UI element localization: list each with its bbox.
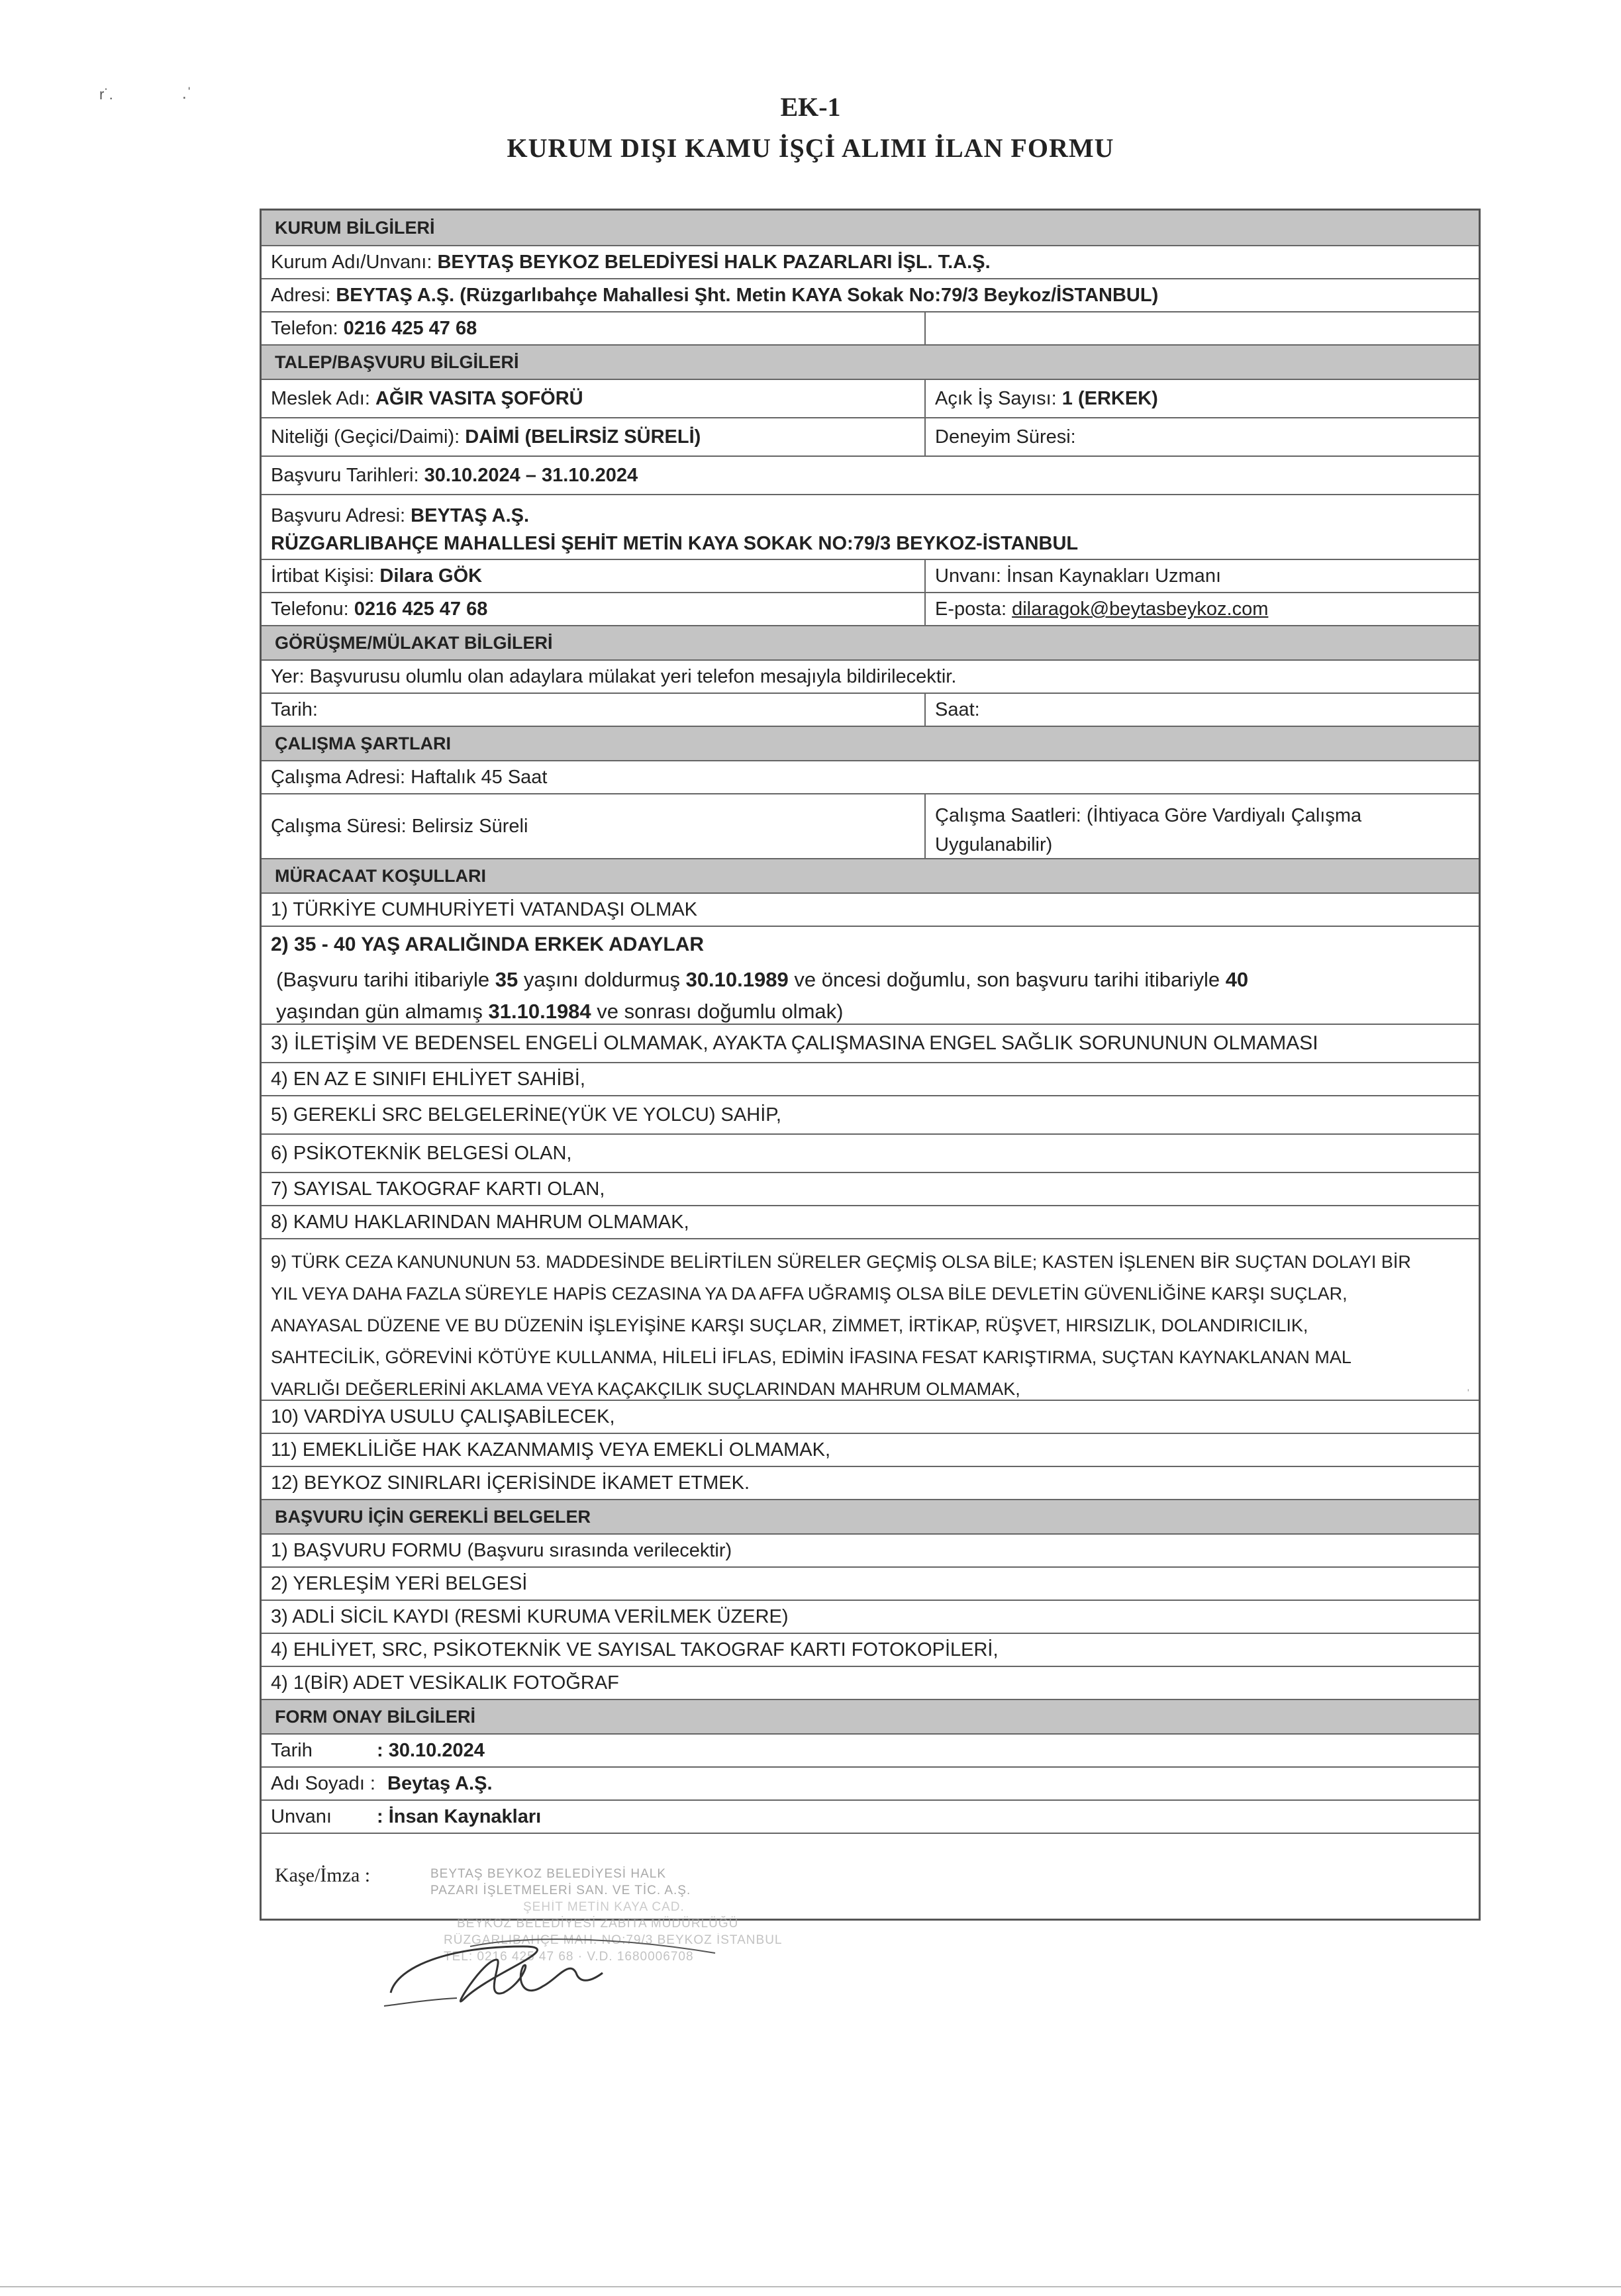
condition-item: 10) VARDİYA USULU ÇALIŞABİLECEK, (262, 1400, 1479, 1433)
condition-item: 3) İLETİŞİM VE BEDENSEL ENGELİ OLMAMAK, AYAKTA ÇALIŞMASINA ENGEL SAĞLIK SORUNUNUN OLMAMASI (262, 1024, 1479, 1062)
row-basvuru-tarih (262, 455, 1479, 494)
row-basvuru-adres (262, 494, 1479, 559)
document-item: 3) ADLİ SİCİL KAYDI (RESMİ KURUMA VERİLMEK ÜZERE) (262, 1600, 1479, 1633)
condition-item: 5) GEREKLİ SRC BELGELERİNE(YÜK VE YOLCU) SAHİP, (262, 1095, 1479, 1133)
value: 0216 425 47 68 (343, 318, 477, 339)
label: E-posta: (935, 598, 1007, 620)
condition-item-criminal: 9) TÜRK CEZA KANUNUNUN 53. MADDESİNDE BELİRTİLEN SÜRELER GEÇMİŞ OLSA BİLE; KASTEN İŞLENEN BİR SUÇTAN DOLAYI BİR YIL VEYA DAHA FAZLA SÜREYLE HAPİS CEZASINA YA DA AFFA UĞRAMIŞ OLSA BİLE DEVLETİN GÜVENLİĞİNE KARŞI SUÇLAR, ANAYASAL DÜZENE VE BU DÜZENİN İŞLEYİŞİNE KARŞI SUÇLAR, ZİMMET, İRTİKAP, RÜŞVET, HIRSIZLIK, DOLANDIRICILIK, SAHTECİLİK, GÖREVİNİ KÖTÜYE KULLANMA, HİLELİ İFLAS, EDİMİN İFASINA FESAT KARIŞTIRMA, SUÇTAN KAYNAKLANAN MAL VARLIĞI DEĞERLERİNİ AKLAMA VEYA KAÇAKÇILIK SUÇLARINDAN MAHRUM OLMAMAK, (262, 1238, 1479, 1400)
row-meslek (262, 379, 1479, 417)
document-item: 2) YERLEŞİM YERİ BELGESİ (262, 1566, 1479, 1600)
section-header-belgeler: BAŞVURU İÇİN GEREKLİ BELGELER (262, 1499, 1479, 1533)
document-item: 4) EHLİYET, SRC, PSİKOTEKNİK VE SAYISAL TAKOGRAF KARTI FOTOKOPİLERİ, (262, 1633, 1479, 1666)
section-header-talep: TALEP/BAŞVURU BİLGİLERİ (262, 344, 1479, 379)
value: 30.10.2024 – 31.10.2024 (424, 465, 638, 486)
scan-mark: .ˈ (182, 85, 192, 103)
value: : İnsan Kaynakları (377, 1806, 542, 1827)
label: Başvuru Tarihleri: (271, 465, 419, 486)
row-onay-tarih (262, 1733, 1479, 1766)
label: Açık İş Sayısı: (935, 388, 1057, 409)
document-item: 1) BAŞVURU FORMU (Başvuru sırasında verilecektir) (262, 1533, 1479, 1566)
section-header-kurum: KURUM BİLGİLERİ (262, 211, 1479, 245)
page-edge (0, 2286, 1621, 2287)
row-telefon (262, 592, 1479, 625)
condition-item: 4) EN AZ E SINIFI EHLİYET SAHİBİ, (262, 1062, 1479, 1095)
value: AĞIR VASITA ŞOFÖRÜ (375, 388, 583, 409)
row-calisma-sure: Çalışma Süresi: Belirsiz Süreli Çalışma Saatleri: (İhtiyaca Göre Vardiyalı Çalışma Uygulanabilir) (262, 793, 1479, 858)
row-kurum-phone (262, 311, 1479, 344)
company-stamp: BEYTAŞ BEYKOZ BELEDİYESİ HALK PAZARI İŞLETMELERİ SAN. VE TİC. A.Ş. ŞEHİT METİN KAYA CAD. BEYKOZ BELEDİYESİ ZABITA MÜDÜRLÜĞÜ RÜZGARLIBAHÇE MAH. NO:79/3 BEYKOZ İSTANBUL TEL: 0216 425 47 68 · V.D. 1680006708 (430, 1867, 783, 1964)
value: DAİMİ (BELİRSİZ SÜRELİ) (465, 426, 701, 448)
section-header-gorusme: GÖRÜŞME/MÜLAKAT BİLGİLERİ (262, 625, 1479, 659)
row-yer: Yer: Başvurusu olumlu olan adaylara mülakat yeri telefon mesajıyla bildirilecektir. (262, 659, 1479, 693)
condition-item: 12) BEYKOZ SINIRLARI İÇERİSİNDE İKAMET ETMEK. (262, 1466, 1479, 1499)
document-item: 4) 1(BİR) ADET VESİKALIK FOTOĞRAF (262, 1666, 1479, 1699)
row-tarih-saat: Tarih: Saat: (262, 693, 1479, 726)
empty-cell (926, 312, 1479, 344)
email-link[interactable]: dilaragok@beytasbeykoz.com (1012, 598, 1269, 620)
value: 0216 425 47 68 (354, 598, 488, 620)
document-title: KURUM DIŞI KAMU İŞÇİ ALIMI İLAN FORMU (507, 133, 1114, 163)
section-header-calisma: ÇALIŞMA ŞARTLARI (262, 726, 1479, 760)
label: Unvanı (271, 1806, 332, 1827)
announcement-form (260, 209, 1481, 1921)
value: İnsan Kaynakları Uzmanı (1007, 565, 1221, 587)
row-onay-unvan (262, 1799, 1479, 1833)
value: Dilara GÖK (379, 565, 483, 587)
signature-icon (371, 1920, 742, 2019)
label: İrtibat Kişisi: (271, 565, 375, 587)
value: BEYTAŞ BEYKOZ BELEDİYESİ HALK PAZARLARI İŞL. T.A.Ş. (437, 252, 991, 273)
condition-item-age: 2) 35 - 40 YAŞ ARALIĞINDA ERKEK ADAYLAR (Başvuru tarihi itibariyle 35 yaşını doldurmuş 30.10.1989 ve öncesi doğumlu, son başvuru tarihi itibariyle 40 yaşından gün almamış 31.10.1984 ve sonrası doğumlu olmak) (262, 926, 1479, 1024)
scan-mark: ˈ (1466, 1388, 1471, 1402)
kase-imza-label: Kaşe/İmza : (275, 1864, 371, 1886)
label: Unvanı: (935, 565, 1001, 587)
row-kurum-name (262, 245, 1479, 278)
condition-item: 1) TÜRKİYE CUMHURİYETİ VATANDAŞI OLMAK (262, 892, 1479, 926)
label: Meslek Adı: (271, 388, 370, 409)
label: Deneyim Süresi: (935, 426, 1076, 448)
label: Adı Soyadı : (271, 1773, 375, 1794)
condition-item: 8) KAMU HAKLARINDAN MAHRUM OLMAMAK, (262, 1205, 1479, 1238)
document-code: EK-1 (780, 92, 841, 122)
value: : 30.10.2024 (377, 1740, 485, 1761)
label: Başvuru Adresi: (271, 505, 406, 526)
row-kurum-address (262, 278, 1479, 311)
condition-item: 11) EMEKLİLİĞE HAK KAZANMAMIŞ VEYA EMEKLİ OLMAMAK, (262, 1433, 1479, 1466)
value: BEYTAŞ A.Ş. (Rüzgarlıbahçe Mahallesi Şht. Metin KAYA Sokak No:79/3 Beykoz/İSTANBUL) (336, 285, 1159, 306)
label: Tarih (271, 1740, 313, 1761)
value: BEYTAŞ A.Ş. (411, 505, 530, 526)
label: Adresi: (271, 285, 331, 306)
label: Kurum Adı/Unvanı: (271, 252, 432, 273)
row-calisma-adres: Çalışma Adresi: Haftalık 45 Saat (262, 760, 1479, 793)
calisma-saatleri-line2: Uygulanabilir) (935, 834, 1053, 855)
row-nitelik (262, 417, 1479, 455)
label: Telefonu: (271, 598, 349, 620)
condition-item: 7) SAYISAL TAKOGRAF KARTI OLAN, (262, 1172, 1479, 1205)
section-header-onay: FORM ONAY BİLGİLERİ (262, 1699, 1479, 1733)
calisma-saatleri-line1: Çalışma Saatleri: (İhtiyaca Göre Vardiyalı Çalışma (935, 805, 1362, 826)
value: RÜZGARLIBAHÇE MAHALLESİ ŞEHİT METİN KAYA SOKAK NO:79/3 BEYKOZ-İSTANBUL (271, 533, 1079, 554)
section-header-muracaat: MÜRACAAT KOŞULLARI (262, 858, 1479, 892)
condition-item: 6) PSİKOTEKNİK BELGESİ OLAN, (262, 1133, 1479, 1172)
row-onay-adsoyad (262, 1766, 1479, 1799)
value: 1 (ERKEK) (1061, 388, 1158, 409)
label: Telefon: (271, 318, 338, 339)
value: Beytaş A.Ş. (387, 1773, 493, 1794)
label: Niteliği (Geçici/Daimi): (271, 426, 460, 448)
scan-mark: r˙. (99, 86, 113, 103)
row-irtibat (262, 559, 1479, 592)
